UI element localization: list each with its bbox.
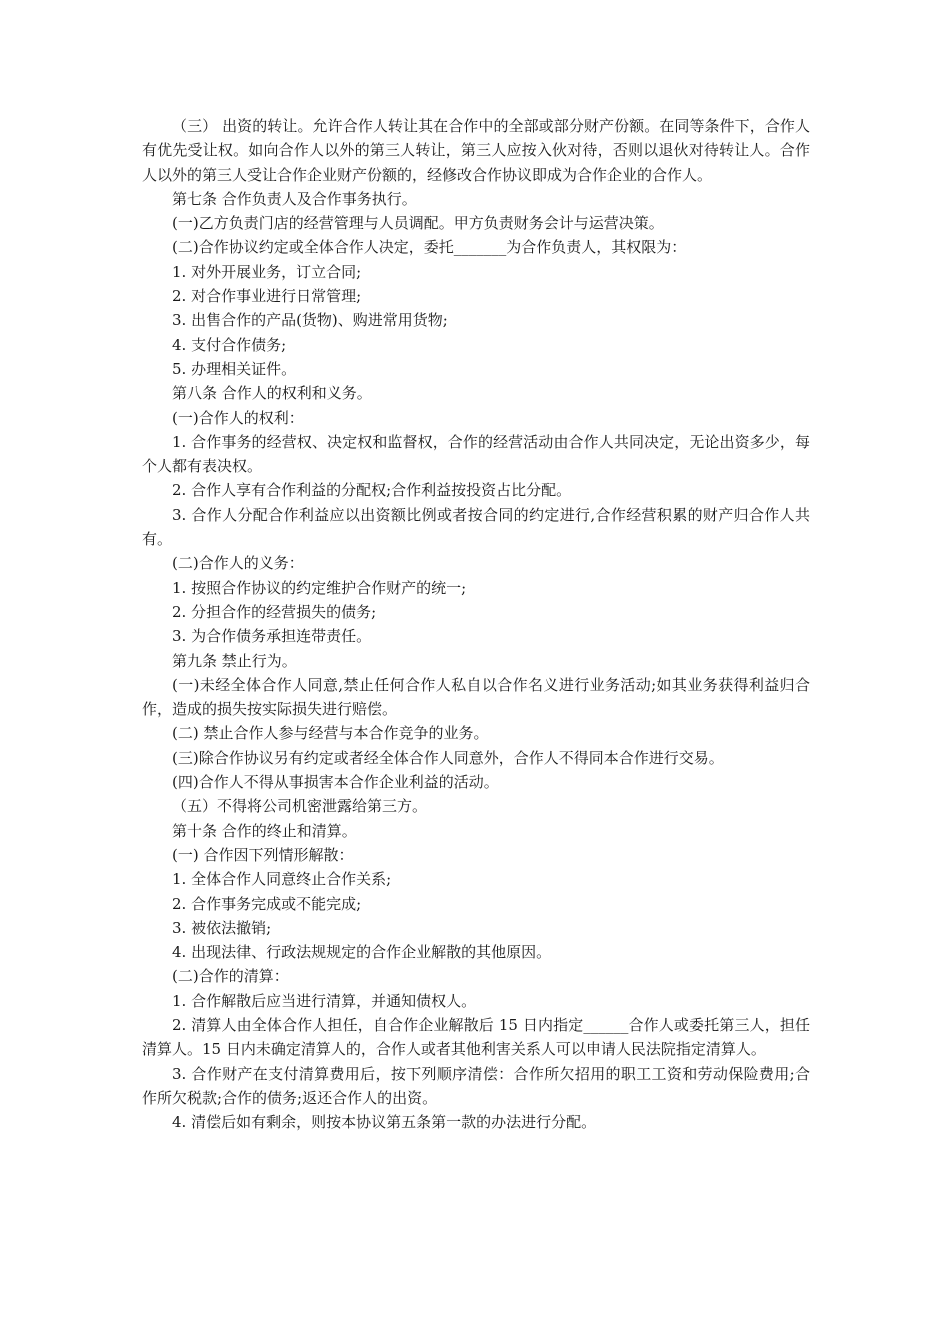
paragraph: (二)合作协议约定或全体合作人决定，委托_______为合作负责人，其权限为： <box>172 238 687 257</box>
article-10-heading: 第十条 合作的终止和清算。 <box>172 821 357 840</box>
paragraph: （五）不得将公司机密泄露给第三方。 <box>172 797 428 816</box>
list-item: 4. 支付合作债务; <box>172 335 287 354</box>
paragraph: (一) 合作因下列情形解散： <box>172 845 354 864</box>
paragraph: (一)未经全体合作人同意,禁止任何合作人私自以合作名义进行业务活动;如其业务获得利益归合作，造成的损失按实际损失进行赔偿。 <box>142 675 810 719</box>
list-item: 3. 合作财产在支付清算费用后，按下列顺序清偿：合作所欠招用的职工工资和劳动保险费用;合作所欠税款;合作的债务;返还合作人的出资。 <box>142 1064 810 1107</box>
paragraph: (一)乙方负责门店的经营管理与人员调配。甲方负责财务会计与运营决策。 <box>172 214 664 233</box>
list-item: 3. 为合作债务承担连带责任。 <box>172 627 372 646</box>
paragraph-transfer: （三） 出资的转让。允许合作人转让其在合作中的全部或部分财产份额。在同等条件下，合作人有优先受让权。如向合作人以外的第三人转让，第三人应按入伙对待，否则以退伙对待转让人。合作人以外的第三人受让合作企业财产份额的，经修改合作协议即成为合作企业的合作人。 <box>142 117 810 184</box>
list-item: 1. 合作解散后应当进行清算，并通知债权人。 <box>172 991 477 1010</box>
article-7-heading: 第七条 合作负责人及合作事务执行。 <box>172 189 417 208</box>
paragraph: (三)除合作协议另有约定或者经全体合作人同意外，合作人不得同本合作进行交易。 <box>172 748 724 767</box>
paragraph: (二)合作的清算： <box>172 967 289 986</box>
list-item: 1. 对外开展业务，订立合同; <box>172 262 362 281</box>
list-item: 5. 办理相关证件。 <box>172 359 297 378</box>
list-item: 2. 合作事务完成或不能完成; <box>172 894 362 913</box>
list-item: 4. 清偿后如有剩余，则按本协议第五条第一款的办法进行分配。 <box>172 1113 597 1132</box>
list-item: 3. 出售合作的产品(货物)、购进常用货物; <box>172 311 448 330</box>
list-item: 2. 合作人享有合作利益的分配权;合作利益按投资占比分配。 <box>172 481 572 500</box>
list-item: 2. 对合作事业进行日常管理; <box>172 287 362 306</box>
article-8-heading: 第八条 合作人的权利和义务。 <box>172 384 372 403</box>
article-9-heading: 第九条 禁止行为。 <box>172 651 297 670</box>
document-body <box>142 114 810 1134</box>
paragraph: (二)合作人的义务： <box>172 554 304 573</box>
list-item: 1. 合作事务的经营权、决定权和监督权，合作的经营活动由合作人共同决定，无论出资多少，每个人都有表决权。 <box>142 432 810 476</box>
paragraph: (一)合作人的权利： <box>172 408 304 427</box>
paragraph: (四)合作人不得从事损害本合作企业利益的活动。 <box>172 773 499 792</box>
paragraph: (二) 禁止合作人参与经营与本合作竞争的业务。 <box>172 724 489 743</box>
list-item: 4. 出现法律、行政法规规定的合作企业解散的其他原因。 <box>172 943 552 962</box>
list-item: 3. 被依法撤销; <box>172 918 272 937</box>
list-item: 2. 分担合作的经营损失的债务; <box>172 602 377 621</box>
list-item: 2. 清算人由全体合作人担任，自合作企业解散后 15 日内指定______合作人或委托第三人，担任清算人。15 日内未确定清算人的，合作人或者其他利害关系人可以申请人民法院指定清算人。 <box>142 1015 810 1059</box>
list-item: 3. 合作人分配合作利益应以出资额比例或者按合同的约定进行,合作经营积累的财产归合作人共有。 <box>142 505 810 549</box>
list-item: 1. 按照合作协议的约定维护合作财产的统一; <box>172 578 467 597</box>
list-item: 1. 全体合作人同意终止合作关系; <box>172 870 392 889</box>
